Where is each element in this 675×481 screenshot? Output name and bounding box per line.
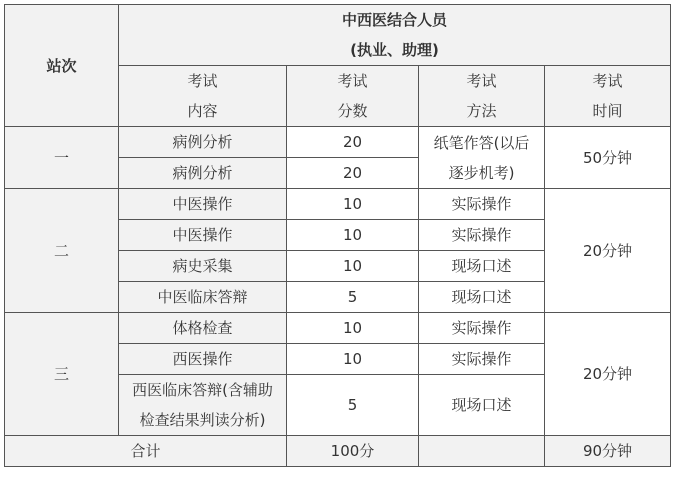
time-cell: 50分钟: [545, 127, 671, 189]
header-time-line2: 时间: [592, 102, 623, 120]
method-cell: 现场口述: [419, 251, 545, 282]
method-cell: 实际操作: [419, 189, 545, 220]
method-cell: 实际操作: [419, 313, 545, 344]
station-label: 二: [5, 189, 119, 313]
content-cell: [119, 375, 287, 436]
score-cell: 5: [287, 282, 419, 313]
content-cell: 中医操作: [119, 220, 287, 251]
header-station: 站次: [5, 5, 119, 127]
station-label: 一: [5, 127, 119, 189]
content-cell: 体格检查: [119, 313, 287, 344]
exam-table: [4, 4, 671, 467]
method-cell: 现场口述: [419, 375, 545, 436]
score-cell: 10: [287, 344, 419, 375]
method-cell: [419, 127, 545, 189]
content-line1: 西医临床答辩(含辅助: [132, 381, 273, 399]
content-cell: 病例分析: [119, 127, 287, 158]
score-cell: 5: [287, 375, 419, 436]
content-cell: 病史采集: [119, 251, 287, 282]
method-cell: 实际操作: [419, 344, 545, 375]
method-line1: 纸笔作答(以后: [433, 133, 530, 152]
score-cell: 10: [287, 189, 419, 220]
content-cell: 病例分析: [119, 158, 287, 189]
method-cell: 实际操作: [419, 220, 545, 251]
header-time: [545, 66, 671, 127]
header-group-subtitle: (执业、助理): [350, 41, 439, 59]
header-score-line1: 考试: [337, 72, 368, 90]
table-row: [5, 189, 671, 220]
score-cell: 20: [287, 158, 419, 189]
total-method: [419, 436, 545, 467]
score-cell: 20: [287, 127, 419, 158]
header-score-line2: 分数: [337, 102, 368, 120]
score-cell: 10: [287, 220, 419, 251]
content-cell: 中医操作: [119, 189, 287, 220]
content-line2: 检查结果判读分析): [139, 411, 266, 429]
method-cell: 现场口述: [419, 282, 545, 313]
header-score: [287, 66, 419, 127]
total-row: [5, 436, 671, 467]
header-content-line2: 内容: [187, 102, 218, 120]
total-label: 合计: [5, 436, 287, 467]
table-row: [5, 127, 671, 158]
total-score: 100分: [287, 436, 419, 467]
header-method-line2: 方法: [466, 102, 497, 120]
header-group: [119, 5, 671, 66]
time-cell: 20分钟: [545, 313, 671, 436]
header-time-line1: 考试: [592, 72, 623, 90]
content-cell: 西医操作: [119, 344, 287, 375]
header-method: [419, 66, 545, 127]
content-cell: 中医临床答辩: [119, 282, 287, 313]
table-row: [5, 313, 671, 344]
time-cell: 20分钟: [545, 189, 671, 313]
header-row-1: [5, 5, 671, 66]
station-label: 三: [5, 313, 119, 436]
method-line2: 逐步机考): [448, 163, 515, 182]
score-cell: 10: [287, 251, 419, 282]
header-group-title: 中西医结合人员: [342, 11, 448, 29]
header-method-line1: 考试: [466, 72, 497, 90]
total-time: 90分钟: [545, 436, 671, 467]
score-cell: 10: [287, 313, 419, 344]
header-content-line1: 考试: [187, 72, 218, 90]
header-content: [119, 66, 287, 127]
